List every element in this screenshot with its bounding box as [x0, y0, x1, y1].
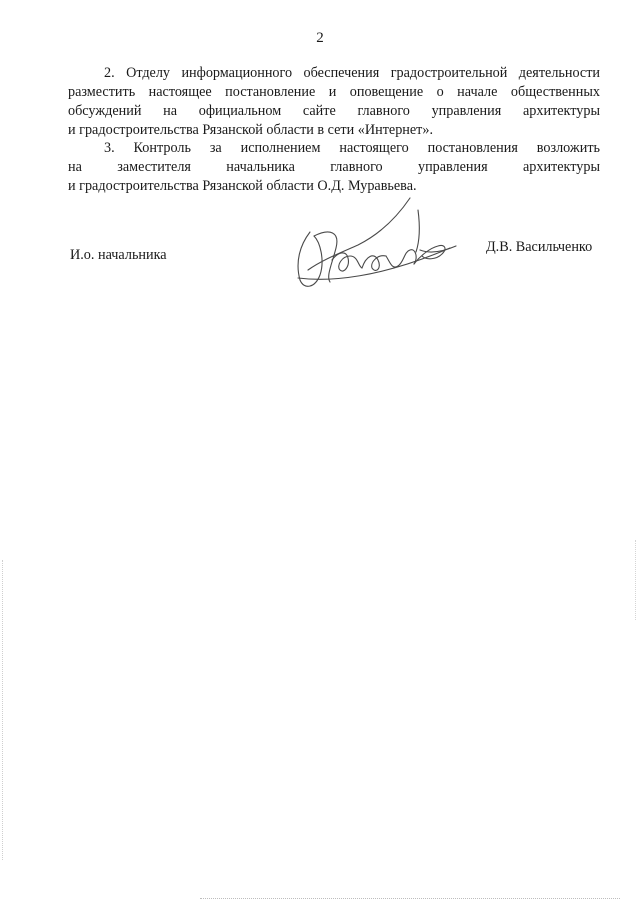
paragraph-line: обсуждений на официальном сайте главного управления архитектуры	[68, 103, 600, 119]
paragraph-line: разместить настоящее постановление и оповещение о начале общественных	[68, 84, 600, 100]
paragraph-line: на заместителя начальника главного управления архитектуры	[68, 159, 600, 175]
paragraph-2	[68, 64, 600, 140]
handwritten-signature	[270, 190, 470, 300]
scan-edge-artifact	[635, 540, 637, 620]
paragraph-line: и градостроительства Рязанской области О.Д. Муравьева.	[68, 178, 417, 194]
paragraph-3	[68, 139, 600, 196]
paragraph-line: 3. Контроль за исполнением настоящего постановления возложить	[104, 140, 600, 156]
paragraph-line: и градостроительства Рязанской области в сети «Интернет».	[68, 122, 434, 138]
page-number: 2	[316, 30, 324, 46]
scan-bottom-edge	[200, 898, 620, 900]
paragraph-line: 2. Отделу информационного обеспечения градостроительной деятельности	[104, 65, 600, 81]
signature-position-title: И.о. начальника	[70, 247, 167, 263]
scan-edge-artifact	[2, 560, 4, 860]
signer-name: Д.В. Васильченко	[486, 239, 593, 255]
